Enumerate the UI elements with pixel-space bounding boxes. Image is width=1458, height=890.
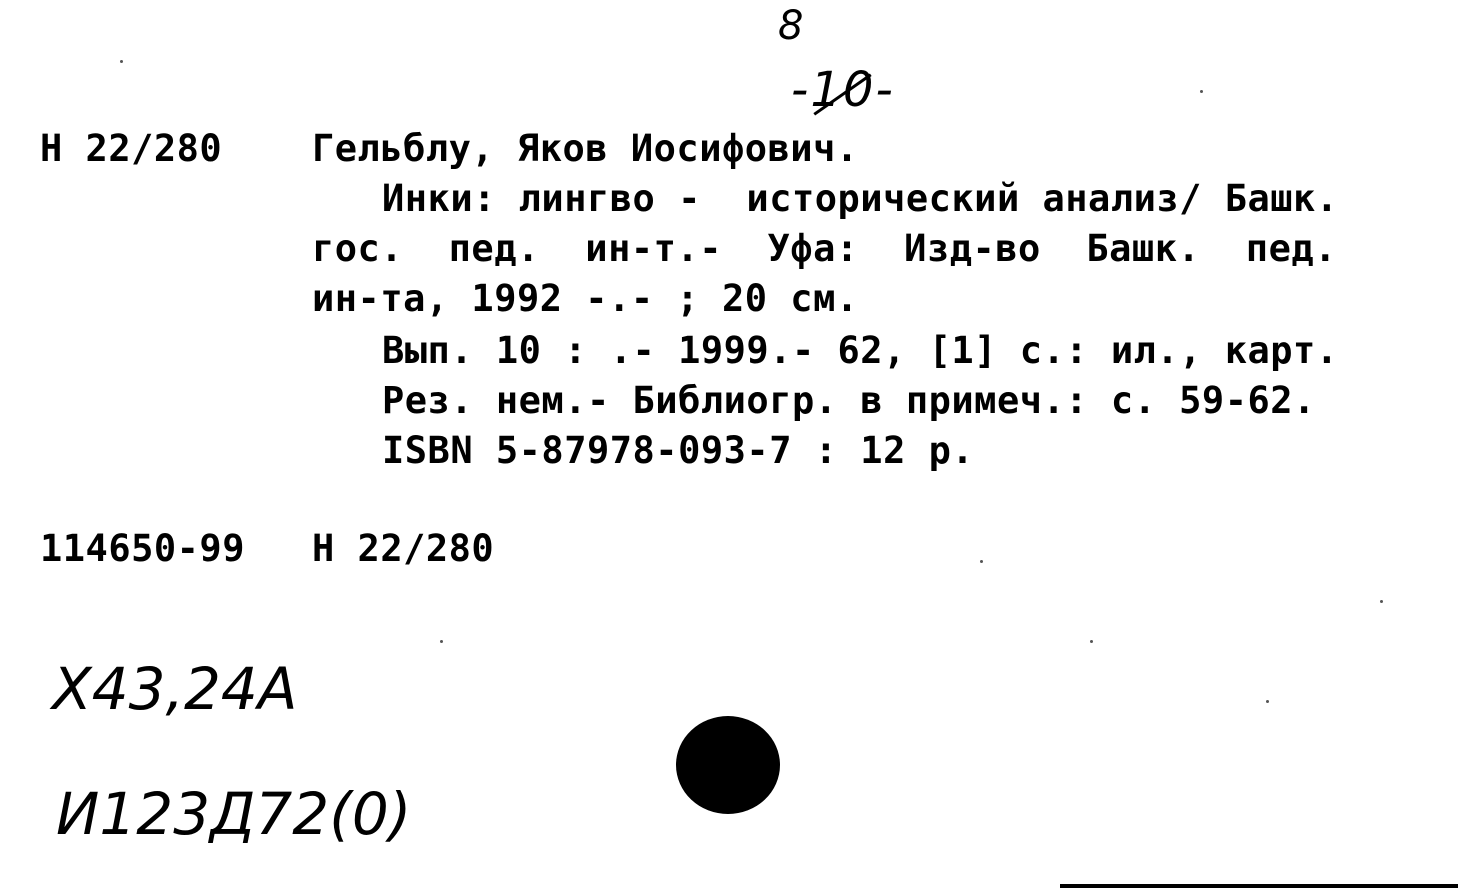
card-edge-line [1060, 884, 1458, 888]
paper-speck [1380, 600, 1383, 603]
page-number-old: 10 [810, 62, 876, 118]
volume-line: Рез. нем.- Библиогр. в примеч.: с. 59-62. [382, 379, 1316, 422]
accession-number: 114650-99 [40, 527, 245, 570]
paper-speck [980, 560, 983, 563]
title-line: гос. пед. ин-т.- Уфа: Изд-во Башк. пед. [312, 227, 1337, 270]
title-line: Инки: лингво - исторический анализ/ Башк. [382, 177, 1339, 220]
paper-speck [120, 60, 123, 63]
isbn-line: ISBN 5-87978-093-7 : 12 р. [382, 429, 975, 472]
paper-speck [440, 640, 443, 643]
handwritten-classification-secondary: И123Д72(0) [56, 780, 412, 848]
author-heading: Гельблу, Яков Иосифович. [312, 127, 859, 170]
shelf-mark: Н 22/280 [40, 127, 223, 170]
footer-shelf-mark: Н 22/280 [312, 527, 495, 570]
paper-speck [1200, 90, 1203, 93]
handwritten-classification: Х43,24А [52, 655, 298, 723]
paper-speck [1090, 640, 1093, 643]
page-number-new: 8 [778, 3, 806, 49]
volume-line: Вып. 10 : .- 1999.- 62, [1] с.: ил., карт. [382, 329, 1339, 372]
punch-hole [676, 716, 780, 814]
page-number: -10- 8 [778, 3, 895, 118]
title-line: ин-та, 1992 -.- ; 20 см. [312, 277, 859, 320]
paper-speck [1266, 700, 1269, 703]
